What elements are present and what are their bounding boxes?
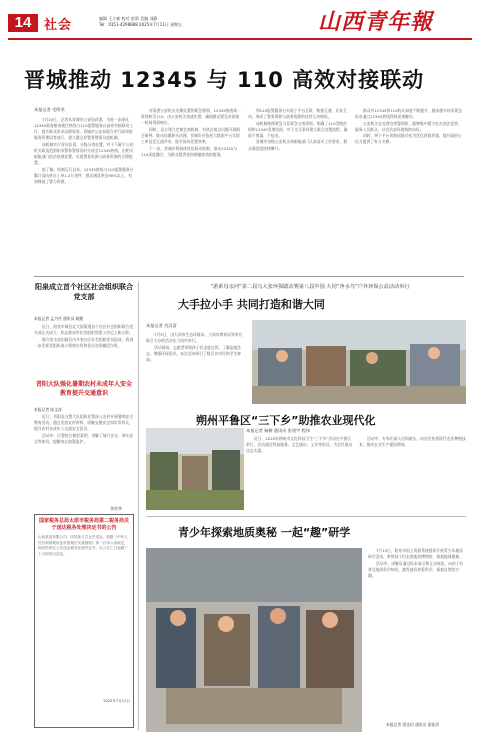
header-meta-line2: Tel：0351-4298888 2025年7月11日 星期五 <box>99 22 183 27</box>
story1-para: 下一步，晋城市将持续优化联动机制，推动12345与110深度融合，为群众提供更加便捷高效的服务。 <box>141 145 238 157</box>
header-meta <box>99 16 319 28</box>
tax-notice-title: 国家税务总局太原市税务局第二税务局关于送达税务处理决定书的公告 <box>38 518 129 531</box>
story3-byline: 本报记者 陈文涛 <box>34 407 62 412</box>
story1-para: 据了解，机制运行以来，12345热线与110报警服务台累计双向转办工单1.2万余件，群众满意率达98%以上，有效释放了警力资源。 <box>34 166 134 184</box>
story5-para: 近日，2025年朔州市文化科技卫生“三下乡”活动在平鲁区举行，活动通过科技服务、文艺演出、义诊等形式，为农民群众送去实惠。 <box>246 436 353 454</box>
story3-signature: 李彦华 <box>110 506 122 511</box>
story5-para: 活动中，专家们深入田间地头，向农民传授现代农业种植技术，推动农业生产提质增效。 <box>359 436 466 448</box>
story4-para: 7月5日，由大同市生态环境局、大同市教育局等单位联合主办的活动在大同市举行。 <box>146 332 243 344</box>
tax-notice <box>34 514 134 728</box>
story3-para: 近日，昔阳县交警大队组织民警深入农村开展暑期安全教育活动，通过发放宣传资料、讲解交通安全知识等形式，提升农村未成年人交通安全意识。 <box>34 414 134 432</box>
story1-para: 和110报警服务台实现了平台互联、数据互通、业务互动，形成了警务资源与政务资源的良性互动格局。 <box>248 108 347 120</box>
story4-body <box>146 332 246 398</box>
story1-para: 对需要公安机关先期处置的紧急警情，12345热线第一时间转至110，由公安机关快速出警，确保群众紧急求助第一时间得到响应。 <box>141 108 241 126</box>
page-number: 14 <box>8 14 38 32</box>
story1-col3 <box>248 108 348 268</box>
header-rule <box>8 38 472 40</box>
story2-para: 联合党支部由辖区内多家社区社会组织党员组成，将进一步发挥党组织战斗堡垒作用和党员先锋模范作用。 <box>34 336 134 348</box>
story2-body <box>34 324 134 378</box>
story5-photo <box>146 428 244 510</box>
header-meta-line1: 编辑 王立新 校对 彭莉 美编 刘静 <box>99 16 158 21</box>
story1-col4 <box>355 108 463 268</box>
story6-headline: 青少年探索地质奥秘 一起“趣”研学 <box>178 526 351 539</box>
section-title: 社会 <box>44 18 73 33</box>
story1-para: 公安机关在处理各类警情时，能够集中精力打击违法犯罪、服务人民群众，社会治安环境持续向好。 <box>355 120 462 132</box>
story1-col2 <box>141 108 241 268</box>
story1-para: 该机制按照紧急与非紧急分类原则，明确了110受理范围和12345受理范围，对于交叉事项建立联合处置流程，确保不推诿、不扯皮。 <box>248 120 348 138</box>
story1-byline: 本报记者 毛明翠 <box>34 107 65 112</box>
tax-notice-body: 山西某某有限公司：因其他方式无法送达，根据《中华人民共和国税收征收管理法实施细则》第一百零六条规定，现向你单位公告送达税务处理决定书，自公告之日起满三十日即视为送达。 <box>38 535 128 556</box>
story2-headline: 阳泉成立首个社区社会组织联合党支部 <box>35 283 133 301</box>
story1-para: 同时，两个平台的协同联动也为优化营商环境、提升政府公信力提供了有力支撑。 <box>355 133 462 145</box>
story1-para: 同时，双方建立定期会商机制，对热点难点问题开展联合研判，推动问题源头治理。晋城市还依托大数据平台实现工单信息互通共享，提升协同处置效率。 <box>141 126 241 144</box>
story1-headline: 晋城推动 12345 与 110 高效对接联动 <box>24 68 425 92</box>
story1-para: 晋城市各级公安机关和职能部门认真落实工作要求，群众满意度持续攀升。 <box>248 139 348 151</box>
story6-byline: 本报记者 梁佳玥 通讯员 梁佳玥 <box>386 722 439 727</box>
story1-para: 该机制实行首问负责、分级分类处置，对于不属于公安机关职责范围的非警务警情及时分流至12345热线，由相关职能部门依法依规处置，实现警务资源与政务资源的合理配置。 <box>34 141 134 166</box>
story3-para: 活动中，民警结合典型案例，讲解了骑行安全、乘车安全等知识，提醒家长加强监护。 <box>34 432 134 444</box>
divider <box>146 516 466 517</box>
story3-headline: 昔阳大队强化暑期农村未成年人安全教育提升交通意识 <box>35 381 132 397</box>
story6-photo <box>146 548 362 732</box>
newspaper-logo: 山西青年報 <box>318 9 434 35</box>
story4-headline: 大手拉小手 共同打造和谐大同 <box>178 298 325 311</box>
story3-body <box>34 414 134 506</box>
tax-notice-date: 2025年7月11日 <box>103 699 130 703</box>
divider <box>34 276 464 277</box>
story5-headline: 朔州平鲁区“三下乡”助推农业现代化 <box>196 414 376 427</box>
story6-para: 活动中，讲解员通过标本展示和互动体验，向孩子们普及地质科学知识，激发他们热爱科学、探索自然的兴趣。 <box>368 560 464 578</box>
story3-headline-box <box>34 380 134 406</box>
story5-body <box>246 436 466 512</box>
story4-byline: 本报记者 肖汉富 <box>146 323 177 328</box>
story5-byline: 本报记者 杨柳 通讯员 张建宇 程伟 <box>246 428 310 433</box>
story1-para: 群众对12345和110的认知度不断提升，越来越多的非紧急诉求通过12345热线得到妥善解决。 <box>355 108 463 120</box>
story4-photo <box>252 320 466 404</box>
story6-body <box>368 548 466 720</box>
story4-para: 活动现场，志愿者带领孩子们走进自然，了解湿地生态，增强环保意识。本次活动吸引了数百名市民和学生参加。 <box>146 344 242 362</box>
story2-para: 近日，阳泉市城区北大街街道首个社区社会组织联合党支部正式成立，标志着该市社会组织党建工作迈上新台阶。 <box>34 324 134 336</box>
story1-col1 <box>34 117 134 269</box>
story1-para: 7月10日，记者从晋城市公安局获悉，为进一步深化12345政务服务便民热线与110报警服务台高效对接联动工作，提升群众诉求办理质效，晋城市公安局联合市行政审批服务管理局等部门，建立健全非警务警情分流机制。 <box>34 117 134 141</box>
story6-para: 7月10日，阳泉市国土资源系统组织开展青少年地质研学活动，带领孩子们走进地质博物馆，探索地球奥秘。 <box>368 548 463 560</box>
story2-byline: 本报记者 孟丹丹 通讯员 姚健 <box>34 316 84 321</box>
story4-kicker: “游系母亲河”第二届乌大张环探跋动赛第八届中国·大同“净水鸟”户外环保公益活动举行 <box>210 284 410 290</box>
column-rule <box>138 282 139 730</box>
story2-headline-box <box>34 282 134 316</box>
